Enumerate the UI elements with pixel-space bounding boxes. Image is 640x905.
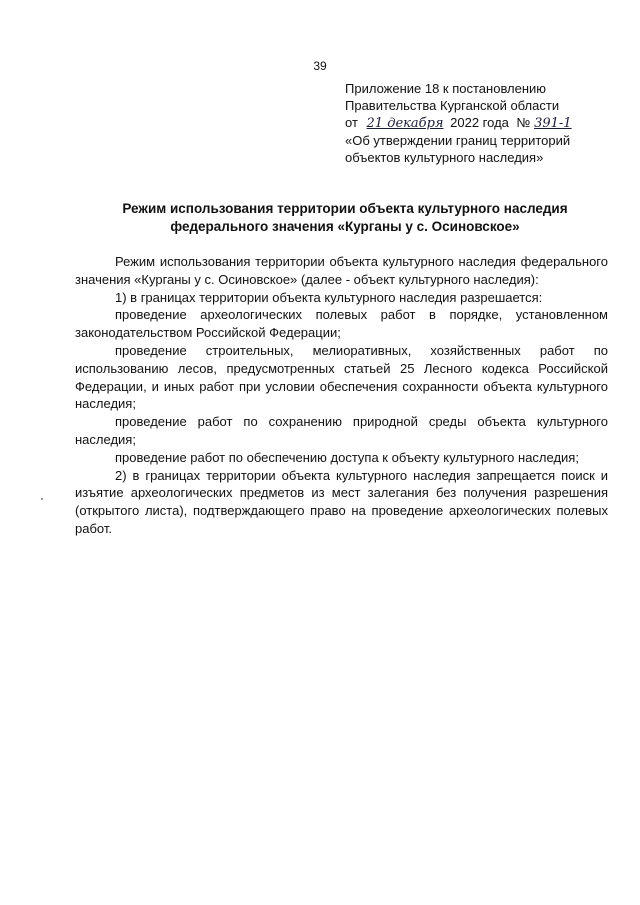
paragraph: 2) в границах территории объекта культурного наследия запрещается поиск и изъятие археологических предметов из мест залегания без получения разрешения (открытого листа), подтверждающего право на проведение археологических полевых работ.: [75, 467, 608, 536]
paragraph: проведение археологических полевых работ в порядке, установленном законодательством Российской Федерации;: [75, 307, 608, 341]
paragraph: проведение работ по обеспечению доступа к объекту культурного наследия;: [115, 449, 579, 465]
paragraph: проведение строительных, мелиоративных, хозяйственных работ по использованию лесов, предусмотренных статьей 25 Лесного кодекса Российской Федерации, и иных работ при условии обеспечения сохранности объекта культурного наследия;: [75, 342, 608, 412]
title-line-1: Режим использования территории объекта культурного наследия: [122, 201, 568, 216]
header-subject-line-2: объектов культурного наследия»: [345, 150, 544, 165]
handwritten-number: 391-1: [534, 116, 572, 131]
date-prefix: от: [345, 115, 358, 130]
page-number: 39: [313, 59, 327, 73]
document-header: [345, 80, 610, 166]
paragraph: Режим использования территории объекта культурного наследия федерального значения «Курганы у с. Осиновское» (далее - объект культурного наследия):: [75, 254, 608, 287]
document-title: [75, 200, 615, 236]
header-appendix-line: Приложение 18 к постановлению: [345, 81, 547, 96]
number-sign: №: [516, 115, 531, 130]
paragraph: 1) в границах территории объекта культурного наследия разрешается:: [115, 289, 543, 305]
margin-mark: [41, 498, 43, 500]
title-line-2: федерального значения «Курганы у с. Осиновское»: [170, 219, 520, 234]
header-subject-line: «Об утверждении границ территорий: [345, 133, 571, 148]
date-year: 2022 года: [450, 115, 509, 130]
paragraph: проведение работ по сохранению природной среды объекта культурного наследия;: [75, 414, 608, 447]
header-government-line: Правительства Курганской области: [345, 98, 560, 113]
handwritten-date: 21 декабря: [366, 116, 444, 131]
document-body: [75, 253, 608, 538]
header-date-line: [345, 114, 610, 132]
